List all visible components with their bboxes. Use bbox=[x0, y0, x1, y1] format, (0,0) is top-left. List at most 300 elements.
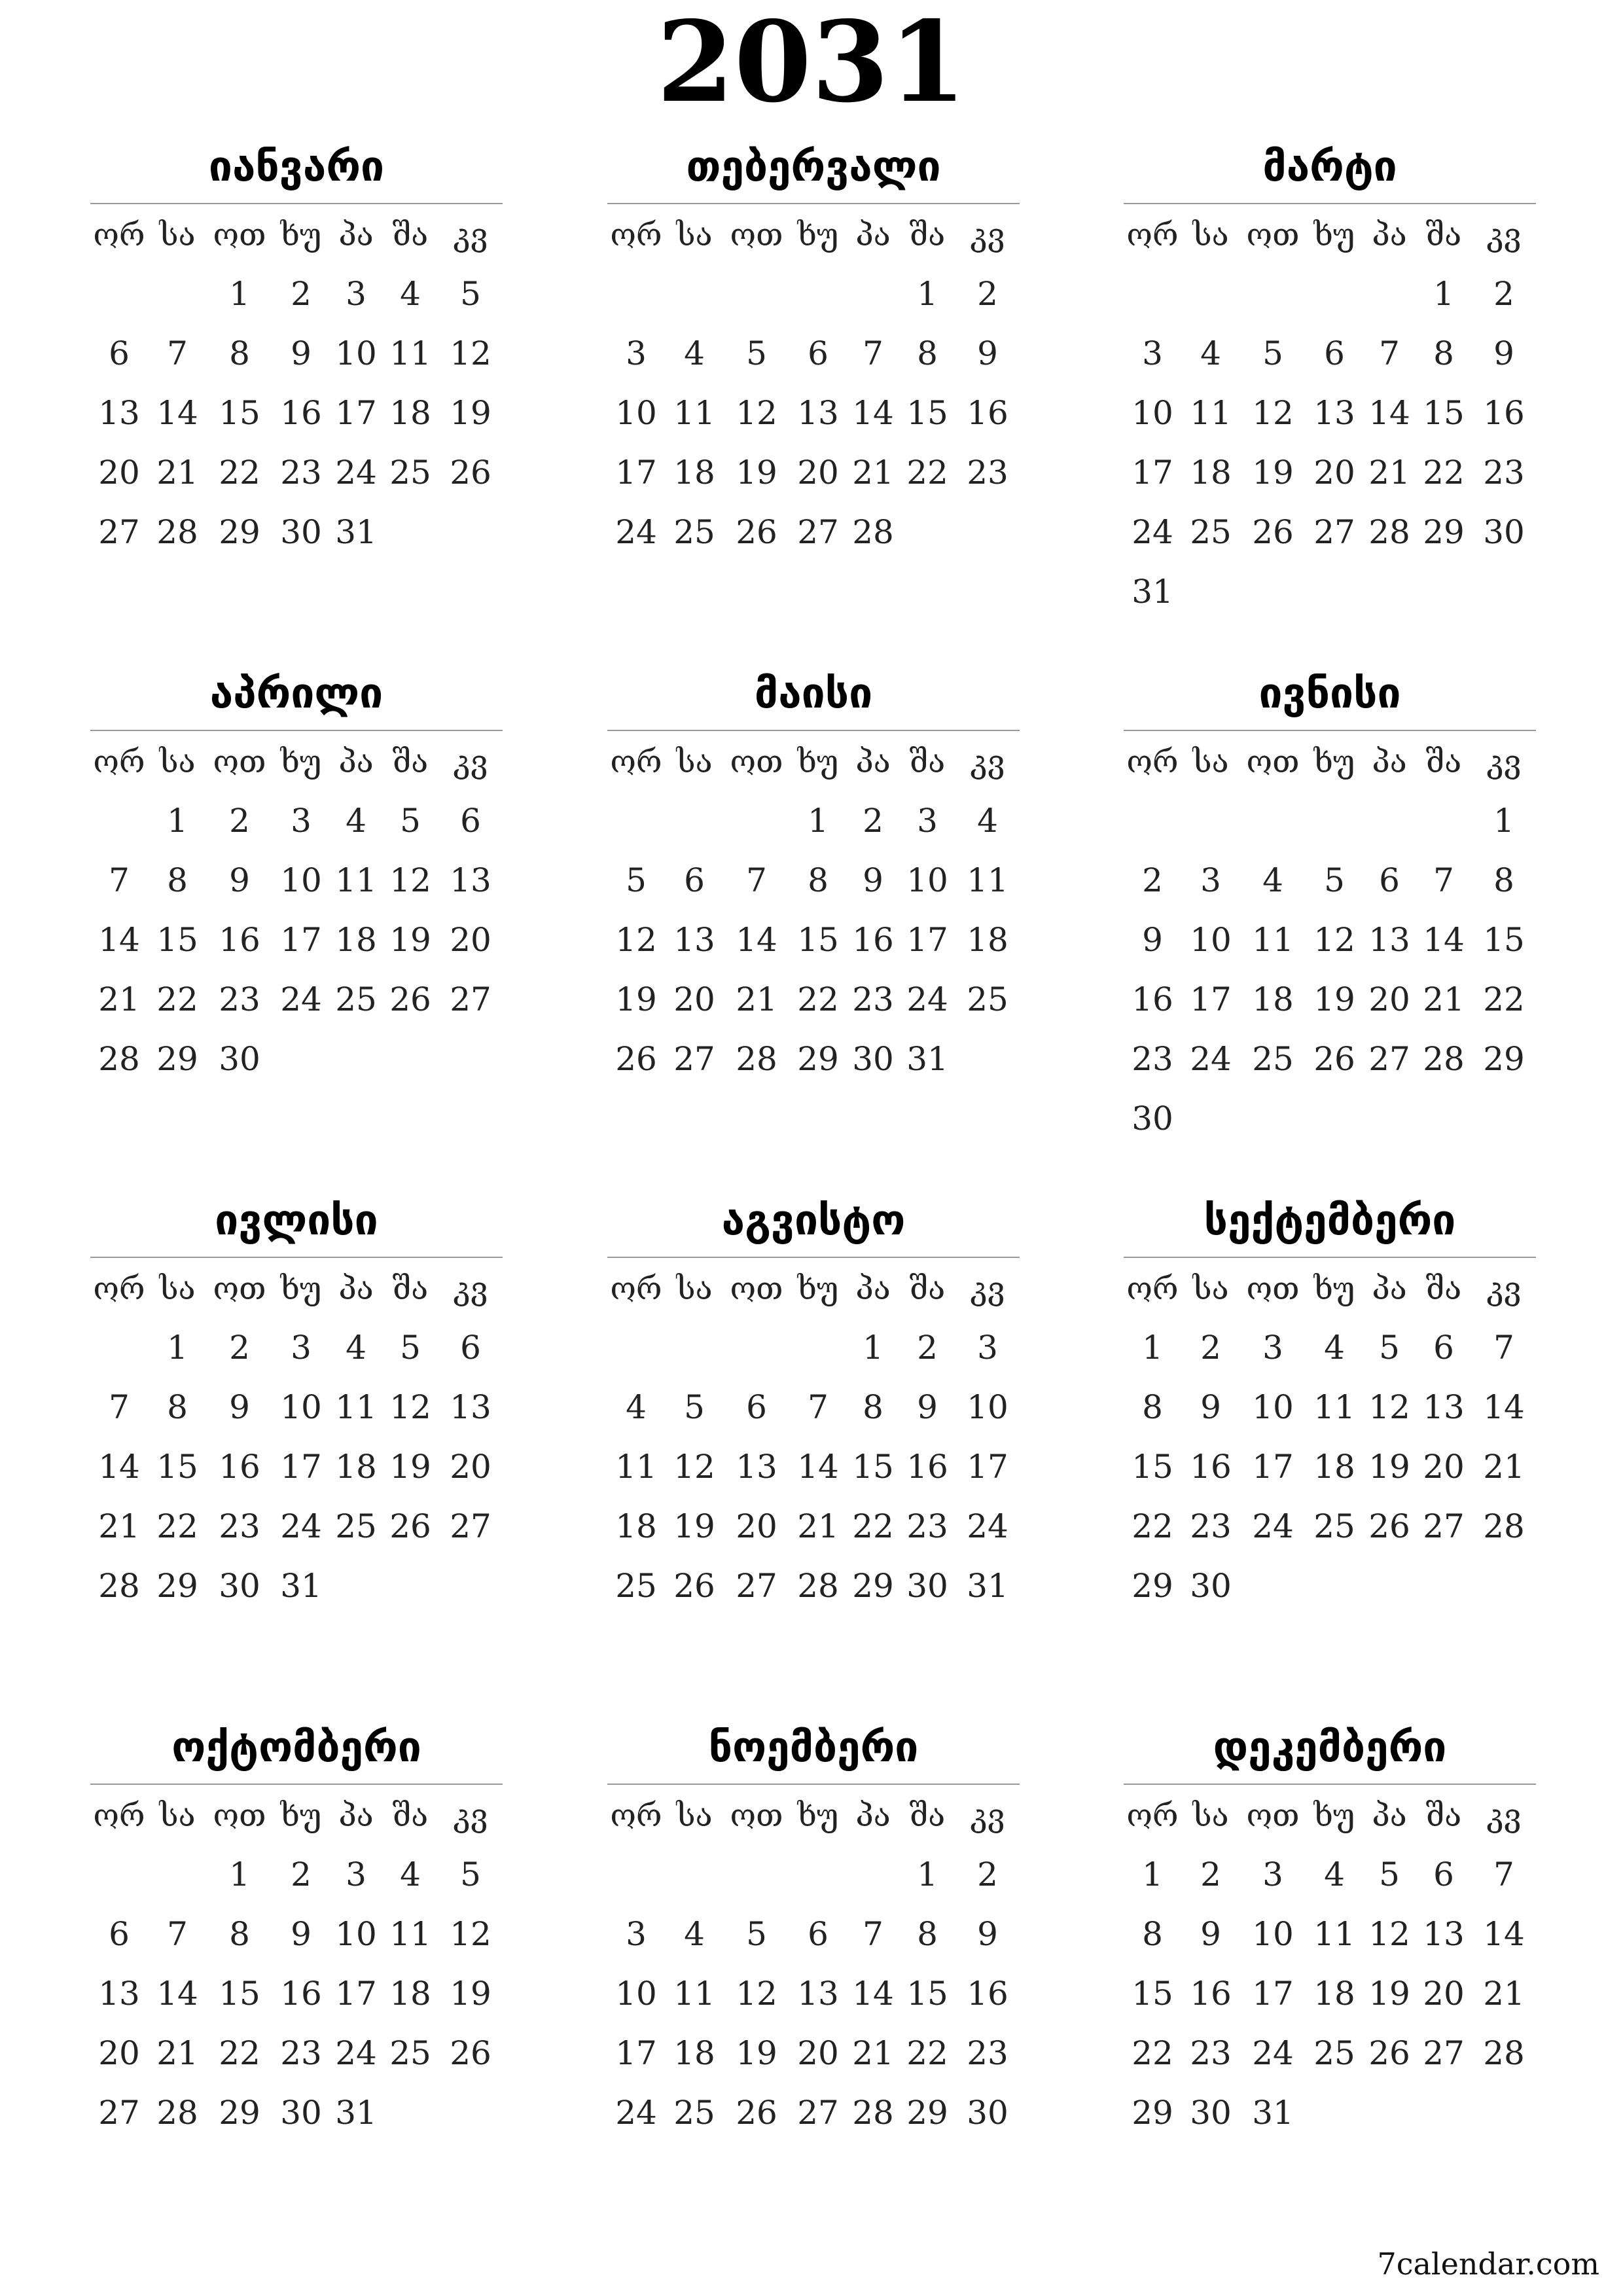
weekday-label: შა bbox=[392, 1797, 429, 1834]
weekday-label: შა bbox=[909, 217, 946, 253]
weekday-header bbox=[90, 1786, 503, 1845]
day-cell: 8 bbox=[863, 1388, 883, 1426]
day-cell: 19 bbox=[1368, 1448, 1410, 1486]
day-cell: 22 bbox=[1483, 980, 1525, 1018]
day-cell: 14 bbox=[852, 394, 894, 432]
day-cell: 8 bbox=[167, 861, 188, 899]
day-cell: 5 bbox=[746, 334, 767, 372]
day-cell: 3 bbox=[626, 334, 647, 372]
day-cell: 6 bbox=[1379, 861, 1400, 899]
weekday-label: ორ bbox=[610, 744, 662, 780]
weekday-label: კვ bbox=[970, 744, 1005, 780]
day-cell: 25 bbox=[673, 2094, 715, 2132]
weekday-label: ხუ bbox=[1313, 217, 1355, 253]
day-cell: 6 bbox=[460, 1329, 481, 1367]
day-cell: 15 bbox=[1423, 394, 1465, 432]
day-cell: 1 bbox=[1142, 1856, 1163, 1893]
day-cell: 28 bbox=[1483, 1507, 1525, 1545]
day-cell: 9 bbox=[1493, 334, 1514, 372]
day-cell: 21 bbox=[736, 980, 777, 1018]
empty-day-cell bbox=[1240, 791, 1306, 851]
weekday-header bbox=[607, 206, 1020, 264]
month-4 bbox=[90, 658, 503, 1089]
weekday-label: კვ bbox=[453, 744, 488, 780]
weekday-label: კვ bbox=[970, 1797, 1005, 1834]
day-cell: 24 bbox=[335, 454, 377, 492]
day-cell: 5 bbox=[684, 1388, 705, 1426]
day-cell: 5 bbox=[626, 861, 647, 899]
weekday-header bbox=[90, 732, 503, 791]
weekday-label: სა bbox=[1192, 1797, 1229, 1834]
weekday-label: ოთ bbox=[213, 744, 266, 780]
weekday-label: ოთ bbox=[1246, 1797, 1300, 1834]
day-cell: 9 bbox=[1142, 921, 1163, 959]
day-cell: 3 bbox=[1142, 334, 1163, 372]
day-cell: 23 bbox=[219, 980, 260, 1018]
day-cell: 10 bbox=[615, 394, 657, 432]
day-cell: 13 bbox=[673, 921, 715, 959]
day-cell: 12 bbox=[450, 334, 491, 372]
day-cell: 12 bbox=[450, 1915, 491, 1953]
weekday-label: სა bbox=[676, 1797, 713, 1834]
empty-day-cell bbox=[1306, 791, 1363, 851]
weekday-label: ხუ bbox=[280, 1270, 322, 1307]
day-cell: 3 bbox=[346, 275, 366, 313]
weekday-label: შა bbox=[392, 744, 429, 780]
day-cell: 18 bbox=[673, 2034, 715, 2072]
day-cell: 25 bbox=[1252, 1040, 1294, 1078]
day-cell: 7 bbox=[1379, 334, 1400, 372]
weekday-label: ხუ bbox=[797, 744, 839, 780]
day-cell: 24 bbox=[615, 513, 657, 551]
day-cell: 2 bbox=[977, 275, 998, 313]
day-cell: 12 bbox=[1313, 921, 1355, 959]
empty-day-cell bbox=[665, 791, 724, 851]
day-cell: 4 bbox=[1200, 334, 1221, 372]
month-2 bbox=[607, 131, 1020, 562]
day-cell: 22 bbox=[219, 2034, 260, 2072]
day-cell: 31 bbox=[335, 513, 377, 551]
day-cell: 18 bbox=[389, 394, 431, 432]
day-cell: 6 bbox=[808, 1915, 829, 1953]
day-cell: 8 bbox=[229, 1915, 250, 1953]
month-name: თებერვალი bbox=[607, 131, 1020, 204]
day-cell: 6 bbox=[1433, 1329, 1454, 1367]
empty-day-cell bbox=[1124, 264, 1181, 324]
day-cell: 7 bbox=[808, 1388, 829, 1426]
day-cell: 13 bbox=[797, 1975, 839, 2013]
day-cell: 26 bbox=[1368, 1507, 1410, 1545]
day-cell: 17 bbox=[335, 1975, 377, 2013]
day-cell: 1 bbox=[167, 1329, 188, 1367]
day-cell: 31 bbox=[1252, 2094, 1294, 2132]
day-cell: 27 bbox=[1368, 1040, 1410, 1078]
day-cell: 29 bbox=[156, 1567, 198, 1605]
day-cell: 16 bbox=[906, 1448, 948, 1486]
empty-day-cell bbox=[1306, 264, 1363, 324]
day-cell: 15 bbox=[852, 1448, 894, 1486]
day-cell: 14 bbox=[797, 1448, 839, 1486]
day-cell: 23 bbox=[967, 454, 1008, 492]
day-cell: 23 bbox=[852, 980, 894, 1018]
day-cell: 28 bbox=[156, 2094, 198, 2132]
weekday-label: შა bbox=[909, 744, 946, 780]
empty-day-cell bbox=[724, 1318, 789, 1378]
day-cell: 7 bbox=[167, 1915, 188, 1953]
day-cell: 15 bbox=[906, 1975, 948, 2013]
month-name: ივლისი bbox=[90, 1185, 503, 1258]
weekday-label: სა bbox=[1192, 217, 1229, 253]
day-cell: 15 bbox=[219, 394, 260, 432]
weekday-label: ხუ bbox=[1313, 744, 1355, 780]
day-cell: 24 bbox=[335, 2034, 377, 2072]
day-cell: 25 bbox=[615, 1567, 657, 1605]
day-cell: 21 bbox=[98, 1507, 140, 1545]
day-cell: 30 bbox=[967, 2094, 1008, 2132]
day-cell: 17 bbox=[280, 1448, 322, 1486]
month-8 bbox=[607, 1185, 1020, 1616]
day-cell: 19 bbox=[673, 1507, 715, 1545]
day-cell: 27 bbox=[1423, 2034, 1465, 2072]
day-cell: 11 bbox=[389, 334, 431, 372]
weekday-header bbox=[1124, 206, 1536, 264]
day-cell: 12 bbox=[1368, 1915, 1410, 1953]
day-cell: 6 bbox=[460, 802, 481, 840]
weekday-label: კვ bbox=[970, 217, 1005, 253]
day-cell: 23 bbox=[906, 1507, 948, 1545]
weekday-label: შა bbox=[1425, 1797, 1462, 1834]
day-cell: 9 bbox=[977, 334, 998, 372]
day-cell: 10 bbox=[280, 1388, 322, 1426]
day-cell: 30 bbox=[1483, 513, 1525, 551]
day-cell: 19 bbox=[736, 454, 777, 492]
day-cell: 21 bbox=[1483, 1448, 1525, 1486]
weekday-label: ოთ bbox=[730, 744, 783, 780]
day-cell: 2 bbox=[863, 802, 883, 840]
day-cell: 3 bbox=[346, 1856, 366, 1893]
day-cell: 24 bbox=[967, 1507, 1008, 1545]
day-cell: 12 bbox=[389, 861, 431, 899]
day-cell: 23 bbox=[1190, 2034, 1232, 2072]
day-cell: 16 bbox=[219, 921, 260, 959]
day-cell: 14 bbox=[156, 1975, 198, 2013]
weekday-label: ხუ bbox=[280, 217, 322, 253]
weekday-label: კვ bbox=[453, 1270, 488, 1307]
weekday-label: კვ bbox=[1486, 744, 1522, 780]
day-cell: 8 bbox=[1433, 334, 1454, 372]
day-cell: 25 bbox=[673, 513, 715, 551]
day-cell: 11 bbox=[615, 1448, 657, 1486]
weekday-header bbox=[607, 732, 1020, 791]
day-cell: 7 bbox=[109, 861, 130, 899]
day-cell: 24 bbox=[1252, 1507, 1294, 1545]
day-cell: 17 bbox=[1132, 454, 1173, 492]
day-cell: 29 bbox=[1132, 1567, 1173, 1605]
month-5 bbox=[607, 658, 1020, 1089]
day-cell: 22 bbox=[797, 980, 839, 1018]
month-name: ნოემბერი bbox=[607, 1712, 1020, 1785]
day-cell: 28 bbox=[1423, 1040, 1465, 1078]
day-cell: 1 bbox=[808, 802, 829, 840]
weekday-label: ხუ bbox=[797, 1270, 839, 1307]
day-cell: 6 bbox=[684, 861, 705, 899]
day-cell: 10 bbox=[335, 334, 377, 372]
day-cell: 1 bbox=[917, 1856, 938, 1893]
month-11 bbox=[607, 1712, 1020, 2143]
day-cell: 8 bbox=[917, 1915, 938, 1953]
year-title: 2031 bbox=[656, 0, 967, 128]
day-cell: 13 bbox=[450, 861, 491, 899]
day-cell: 14 bbox=[98, 921, 140, 959]
weekday-label: ორ bbox=[1126, 1797, 1179, 1834]
day-cell: 23 bbox=[280, 2034, 322, 2072]
day-cell: 15 bbox=[906, 394, 948, 432]
day-cell: 17 bbox=[615, 2034, 657, 2072]
day-cell: 21 bbox=[852, 2034, 894, 2072]
empty-day-cell bbox=[90, 1845, 148, 1905]
day-cell: 13 bbox=[1368, 921, 1410, 959]
day-cell: 14 bbox=[736, 921, 777, 959]
day-cell: 2 bbox=[1142, 861, 1163, 899]
day-cell: 3 bbox=[291, 1329, 312, 1367]
day-cell: 19 bbox=[450, 394, 491, 432]
weekday-label: კვ bbox=[1486, 1797, 1522, 1834]
day-cell: 26 bbox=[1368, 2034, 1410, 2072]
day-cell: 9 bbox=[229, 1388, 250, 1426]
day-cell: 29 bbox=[1483, 1040, 1525, 1078]
weekday-label: პა bbox=[1372, 744, 1407, 780]
day-cell: 27 bbox=[1313, 513, 1355, 551]
day-cell: 22 bbox=[852, 1507, 894, 1545]
day-cell: 30 bbox=[219, 1040, 260, 1078]
day-cell: 9 bbox=[863, 861, 883, 899]
day-cell: 11 bbox=[389, 1915, 431, 1953]
weekday-header bbox=[90, 1259, 503, 1318]
day-cell: 1 bbox=[167, 802, 188, 840]
month-name: ოქტომბერი bbox=[90, 1712, 503, 1785]
day-cell: 25 bbox=[335, 980, 377, 1018]
weekday-label: კვ bbox=[453, 217, 488, 253]
day-cell: 13 bbox=[736, 1448, 777, 1486]
empty-day-cell bbox=[1181, 791, 1240, 851]
day-grid bbox=[1124, 1845, 1536, 2143]
day-cell: 4 bbox=[346, 1329, 366, 1367]
day-cell: 18 bbox=[335, 921, 377, 959]
weekday-label: ორ bbox=[610, 1270, 662, 1307]
day-cell: 26 bbox=[389, 980, 431, 1018]
weekday-label: სა bbox=[676, 744, 713, 780]
weekday-label: ორ bbox=[610, 1797, 662, 1834]
day-cell: 24 bbox=[1190, 1040, 1232, 1078]
day-cell: 7 bbox=[1433, 861, 1454, 899]
day-cell: 10 bbox=[906, 861, 948, 899]
day-cell: 5 bbox=[1379, 1329, 1400, 1367]
day-grid bbox=[1124, 791, 1536, 1149]
day-cell: 22 bbox=[156, 980, 198, 1018]
day-cell: 20 bbox=[1423, 1448, 1465, 1486]
day-cell: 12 bbox=[736, 1975, 777, 2013]
day-cell: 28 bbox=[736, 1040, 777, 1078]
day-cell: 18 bbox=[335, 1448, 377, 1486]
day-cell: 25 bbox=[967, 980, 1008, 1018]
weekday-label: ოთ bbox=[730, 1270, 783, 1307]
day-cell: 14 bbox=[1483, 1915, 1525, 1953]
day-cell: 27 bbox=[797, 2094, 839, 2132]
month-name: მარტი bbox=[1124, 131, 1536, 204]
day-cell: 2 bbox=[1200, 1856, 1221, 1893]
empty-day-cell bbox=[1240, 264, 1306, 324]
empty-day-cell bbox=[90, 791, 148, 851]
day-cell: 28 bbox=[852, 2094, 894, 2132]
day-cell: 15 bbox=[1132, 1975, 1173, 2013]
day-cell: 6 bbox=[109, 334, 130, 372]
day-cell: 10 bbox=[615, 1975, 657, 2013]
empty-day-cell bbox=[847, 264, 899, 324]
day-cell: 27 bbox=[98, 513, 140, 551]
day-grid bbox=[90, 1845, 503, 2143]
day-cell: 30 bbox=[852, 1040, 894, 1078]
weekday-label: შა bbox=[392, 217, 429, 253]
day-cell: 22 bbox=[1132, 2034, 1173, 2072]
day-cell: 18 bbox=[967, 921, 1008, 959]
month-name: იანვარი bbox=[90, 131, 503, 204]
day-cell: 7 bbox=[1493, 1329, 1514, 1367]
day-cell: 9 bbox=[917, 1388, 938, 1426]
weekday-label: ოთ bbox=[730, 1797, 783, 1834]
day-cell: 30 bbox=[1132, 1100, 1173, 1138]
day-cell: 2 bbox=[1493, 275, 1514, 313]
weekday-label: ოთ bbox=[213, 1270, 266, 1307]
day-cell: 13 bbox=[98, 394, 140, 432]
day-cell: 10 bbox=[967, 1388, 1008, 1426]
weekday-label: ოთ bbox=[213, 217, 266, 253]
day-cell: 30 bbox=[219, 1567, 260, 1605]
weekday-header bbox=[1124, 732, 1536, 791]
weekday-label: კვ bbox=[453, 1797, 488, 1834]
weekday-label: ხუ bbox=[280, 1797, 322, 1834]
day-cell: 13 bbox=[1423, 1915, 1465, 1953]
month-6 bbox=[1124, 658, 1536, 1149]
day-cell: 29 bbox=[1132, 2094, 1173, 2132]
day-cell: 7 bbox=[746, 861, 767, 899]
day-cell: 14 bbox=[1483, 1388, 1525, 1426]
day-cell: 6 bbox=[1324, 334, 1345, 372]
day-cell: 4 bbox=[400, 275, 421, 313]
day-cell: 13 bbox=[450, 1388, 491, 1426]
day-cell: 25 bbox=[335, 1507, 377, 1545]
weekday-label: შა bbox=[1425, 1270, 1462, 1307]
weekday-label: ორ bbox=[93, 1797, 145, 1834]
day-cell: 29 bbox=[906, 2094, 948, 2132]
day-cell: 21 bbox=[156, 2034, 198, 2072]
empty-day-cell bbox=[724, 791, 789, 851]
day-cell: 16 bbox=[1483, 394, 1525, 432]
day-cell: 25 bbox=[1313, 2034, 1355, 2072]
empty-day-cell bbox=[90, 264, 148, 324]
day-cell: 28 bbox=[1483, 2034, 1525, 2072]
day-cell: 4 bbox=[346, 802, 366, 840]
day-cell: 22 bbox=[1423, 454, 1465, 492]
empty-day-cell bbox=[1416, 791, 1472, 851]
day-cell: 9 bbox=[1200, 1915, 1221, 1953]
empty-day-cell bbox=[789, 1845, 847, 1905]
empty-day-cell bbox=[607, 264, 665, 324]
day-cell: 8 bbox=[1142, 1388, 1163, 1426]
day-cell: 16 bbox=[219, 1448, 260, 1486]
day-cell: 27 bbox=[450, 980, 491, 1018]
day-grid bbox=[1124, 1318, 1536, 1616]
day-grid bbox=[607, 264, 1020, 562]
day-cell: 20 bbox=[98, 454, 140, 492]
day-cell: 1 bbox=[863, 1329, 883, 1367]
weekday-label: პა bbox=[855, 1270, 891, 1307]
weekday-label: სა bbox=[159, 1270, 196, 1307]
day-cell: 25 bbox=[1313, 1507, 1355, 1545]
day-cell: 15 bbox=[156, 921, 198, 959]
day-cell: 20 bbox=[1313, 454, 1355, 492]
weekday-label: სა bbox=[159, 217, 196, 253]
weekday-label: პა bbox=[1372, 1270, 1407, 1307]
weekday-label: სა bbox=[159, 744, 196, 780]
day-cell: 7 bbox=[863, 1915, 883, 1953]
day-cell: 5 bbox=[400, 802, 421, 840]
day-cell: 15 bbox=[1132, 1448, 1173, 1486]
empty-day-cell bbox=[1124, 791, 1181, 851]
day-cell: 11 bbox=[673, 394, 715, 432]
day-cell: 10 bbox=[280, 861, 322, 899]
weekday-label: სა bbox=[1192, 744, 1229, 780]
day-cell: 24 bbox=[615, 2094, 657, 2132]
day-cell: 1 bbox=[229, 275, 250, 313]
weekday-label: ორ bbox=[93, 217, 145, 253]
day-grid bbox=[607, 791, 1020, 1089]
day-cell: 6 bbox=[1433, 1856, 1454, 1893]
empty-day-cell bbox=[789, 1318, 847, 1378]
day-cell: 9 bbox=[977, 1915, 998, 1953]
day-grid bbox=[607, 1318, 1020, 1616]
day-cell: 14 bbox=[98, 1448, 140, 1486]
day-cell: 26 bbox=[450, 454, 491, 492]
weekday-header bbox=[607, 1786, 1020, 1845]
day-cell: 22 bbox=[219, 454, 260, 492]
day-cell: 1 bbox=[1493, 802, 1514, 840]
day-cell: 28 bbox=[98, 1567, 140, 1605]
day-cell: 19 bbox=[1313, 980, 1355, 1018]
day-cell: 10 bbox=[1252, 1915, 1294, 1953]
day-cell: 31 bbox=[967, 1567, 1008, 1605]
day-cell: 4 bbox=[400, 1856, 421, 1893]
day-cell: 11 bbox=[1252, 921, 1294, 959]
day-cell: 29 bbox=[797, 1040, 839, 1078]
weekday-label: პა bbox=[338, 217, 374, 253]
day-cell: 15 bbox=[219, 1975, 260, 2013]
day-cell: 28 bbox=[1368, 513, 1410, 551]
day-cell: 15 bbox=[156, 1448, 198, 1486]
day-cell: 11 bbox=[1313, 1388, 1355, 1426]
day-cell: 4 bbox=[684, 334, 705, 372]
day-cell: 13 bbox=[1423, 1388, 1465, 1426]
weekday-label: სა bbox=[1192, 1270, 1229, 1307]
weekday-label: ორ bbox=[93, 744, 145, 780]
day-cell: 5 bbox=[1262, 334, 1283, 372]
day-cell: 11 bbox=[967, 861, 1008, 899]
day-cell: 5 bbox=[1379, 1856, 1400, 1893]
day-cell: 21 bbox=[1423, 980, 1465, 1018]
empty-day-cell bbox=[789, 264, 847, 324]
weekday-label: კვ bbox=[1486, 1270, 1522, 1307]
month-10 bbox=[90, 1712, 503, 2143]
day-cell: 30 bbox=[280, 2094, 322, 2132]
